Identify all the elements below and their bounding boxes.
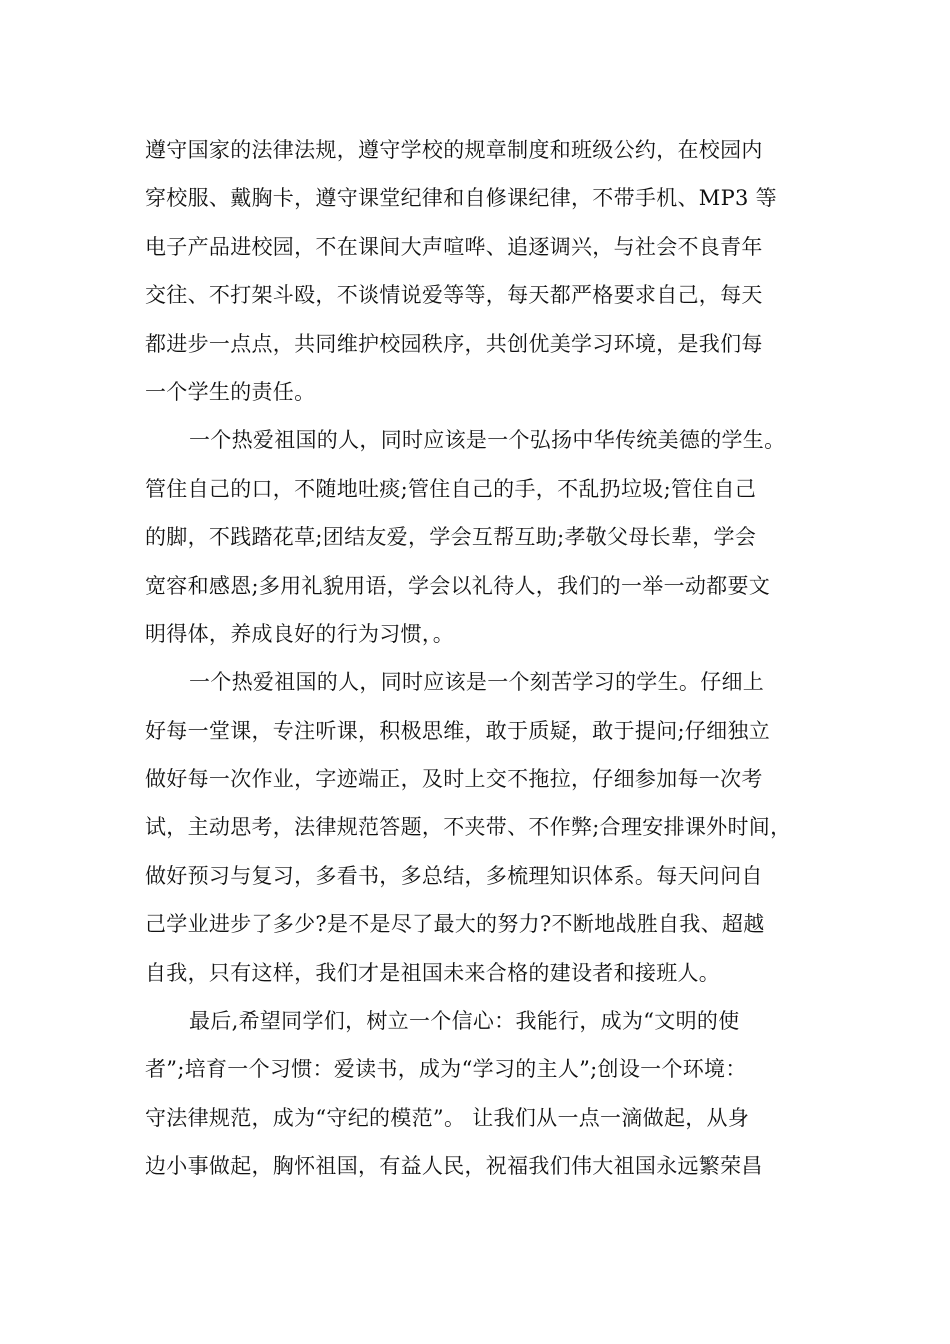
text-line: 己学业进步了多少?是不是尽了最大的努力?不断地战胜自我、超越 (145, 912, 765, 937)
text-line: 自我，只有这样，我们才是祖国未来合格的建设者和接班人。 (145, 960, 721, 985)
text-line: 好每一堂课，专注听课，积极思维，敢于质疑，敢于提问;仔细独立 (145, 718, 771, 743)
text-line: 的脚，不践踏花草;团结友爱，学会互帮互助;孝敬父母长辈，学会 (145, 525, 757, 550)
text-line: 做好预习与复习，多看书，多总结，多梳理知识体系。每天问问自 (145, 863, 763, 888)
text-line: 交往、不打架斗殴，不谈情说爱等等，每天都严格要求自己，每天 (145, 283, 763, 308)
body-text (145, 126, 825, 1191)
text-line: 做好每一次作业，字迹端正，及时上交不拖拉，仔细参加每一次考 (145, 767, 763, 792)
text-line: 管住自己的口，不随地吐痰;管住自己的手，不乱扔垃圾;管住自己 (145, 476, 757, 501)
text-line: 遵守国家的法律法规，遵守学校的规章制度和班级公约，在校园内 (145, 138, 763, 162)
text-line: 都进步一点点，共同维护校园秩序，共创优美学习环境，是我们每 (145, 331, 763, 356)
text-line: 明得体，养成良好的行为习惯，。 (145, 621, 454, 646)
text-line: 试，主动思考，法律规范答题，不夹带、不作弊;合理安排课外时间， (145, 815, 792, 840)
paragraph-first-line: 一个热爱祖国的人，同时应该是一个弘扬中华传统美德的学生。 (189, 428, 786, 453)
text-line: 穿校服、戴胸卡，遵守课堂纪律和自修课纪律，不带手机、MP3 等 (145, 186, 777, 211)
paragraph-first-line: 一个热爱祖国的人，同时应该是一个刻苦学习的学生。仔细上 (189, 670, 765, 695)
text-line: 边小事做起，胸怀祖国，有益人民，祝福我们伟大祖国永远繁荣昌 (145, 1154, 763, 1179)
text-line: 一个学生的责任。 (145, 379, 316, 404)
text-line: 守法律规范，成为“守纪的模范”。 让我们从一点一滴做起，从身 (145, 1105, 750, 1130)
paragraph-first-line: 最后,希望同学们，树立一个信心：我能行，成为“文明的使 (189, 1009, 740, 1034)
text-line: 电子产品进校园，不在课间大声喧哗、追逐调兴，与社会不良青年 (145, 234, 763, 259)
text-line: 者”;培育一个习惯：爱读书，成为“学习的主人”;创设一个环境： (145, 1057, 747, 1082)
text-line: 宽容和感恩;多用礼貌用语，学会以礼待人，我们的一举一动都要文 (145, 573, 771, 598)
